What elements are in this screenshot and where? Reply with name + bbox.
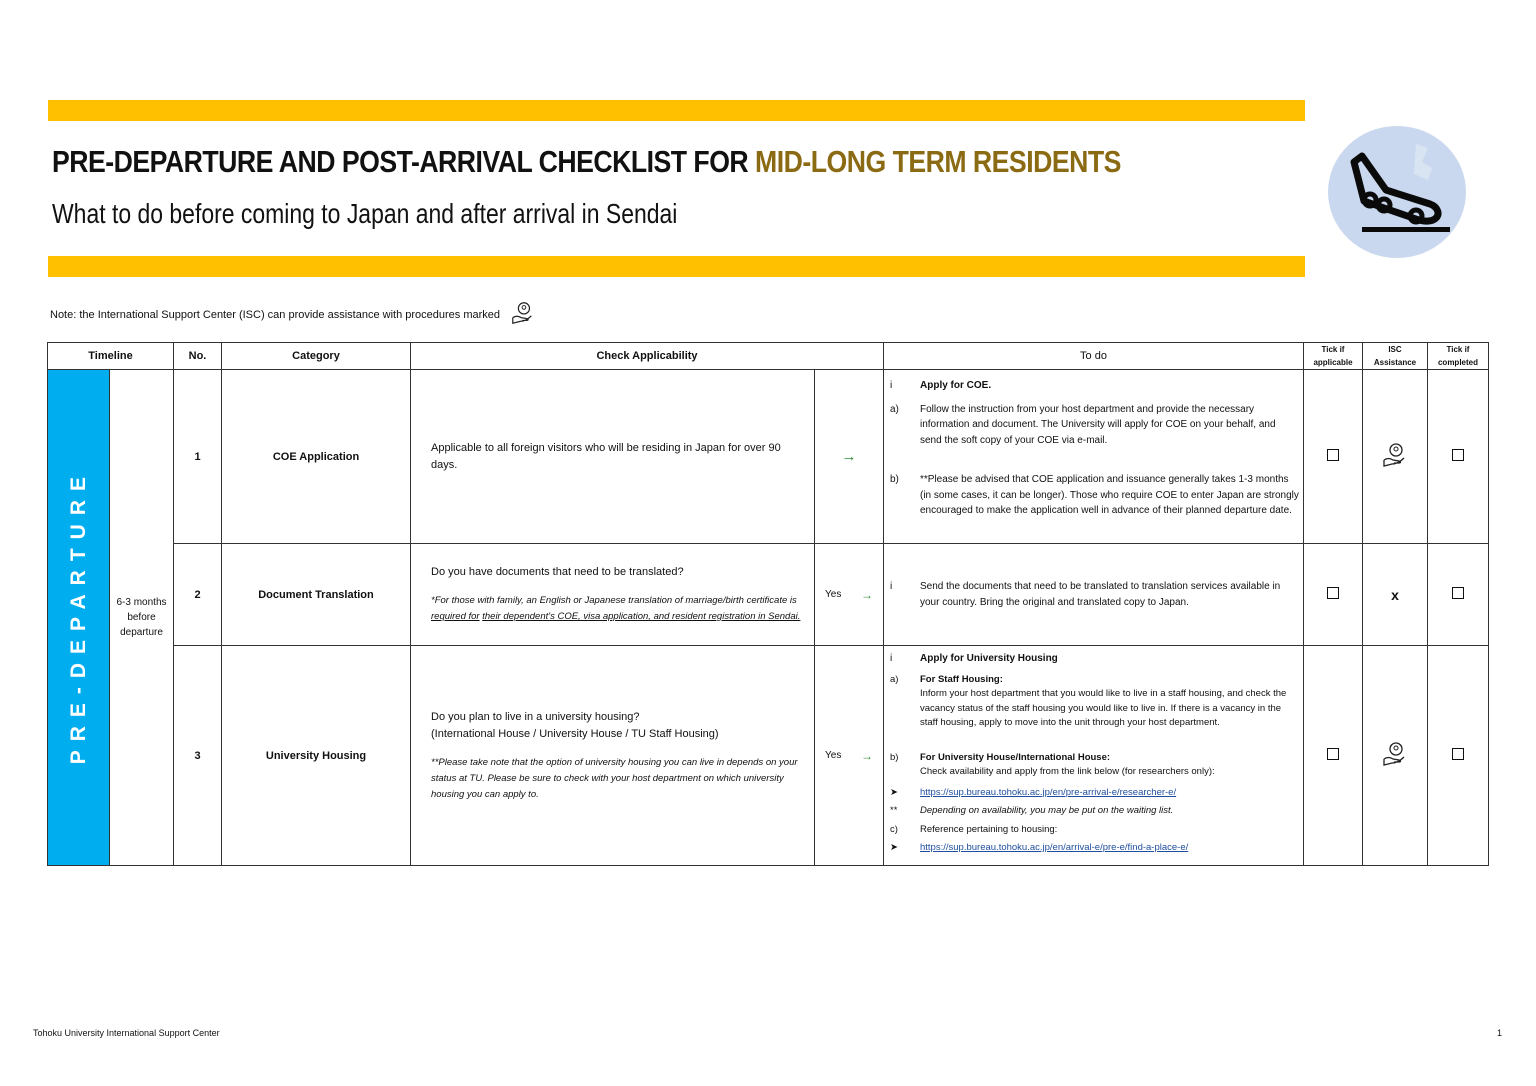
- hand-icon: [1381, 740, 1409, 768]
- todo-cell: i Apply for University Housing a) For Staff Housing: Inform your host department that you would like to live in a staff housing, and check the vacancy status of the staff housing you would like to live in. If there is a vacancy in the staff housing, apply to move into the unit through your host department. b) For University House/International House: Check availability and apply from the link below (for researchers only): ➤ https://sup.bureau.tohoku.ac.jp/en/pre-arrival-e/researcher-e/ ** Depending on availability, you may be put on the waiting list. c) Reference pertaining to housing: ➤ https://sup.bureau.tohoku.ac.jp/en/arrival-e/pre-e/find-a-place-e/: [884, 646, 1304, 866]
- header-tick-applicable: Tick if applicable: [1304, 343, 1363, 370]
- timeline-cell: 6-3 months before departure: [110, 370, 174, 866]
- phase-label: PRE-DEPARTURE: [48, 370, 110, 866]
- header-check-applicability: Check Applicability: [411, 343, 884, 370]
- table-row: [48, 370, 1489, 544]
- applicability-text: Do you have documents that need to be translated? *For those with family, an English or Japanese translation of marriage/birth certificate is required for their dependent's COE, visa application, and resident registration in Sendai.: [411, 544, 815, 646]
- row-number: 1: [174, 370, 222, 544]
- page-title: PRE-DEPARTURE AND POST-ARRIVAL CHECKLIST FOR MID-LONG TERM RESIDENTS: [52, 144, 1121, 179]
- isc-assistance-cell: x: [1363, 544, 1428, 646]
- todo-cell: i Apply for COE. a) Follow the instruction from your host department and provide the necessary information and document. The University will apply for COE on your behalf, and send the soft copy of your COE via e-mail. b) **Please be advised that COE application and issuance generally takes 1-3 months (in some cases, it can be longer). Those who require COE to enter Japan are strongly encouraged to make the application well in advance of their planned departure date.: [884, 370, 1304, 544]
- header-isc-assistance: ISC Assistance: [1363, 343, 1428, 370]
- row-number: 2: [174, 544, 222, 646]
- tick-completed-checkbox[interactable]: [1428, 370, 1489, 544]
- header-tick-completed: Tick if completed: [1428, 343, 1489, 370]
- applicability-text: Do you plan to live in a university housing? (International House / University House / TU Staff Housing) **Please take note that the option of university housing you can live in depends on your status at TU. Please be sure to check with your host department on which university housing you can apply to.: [411, 646, 815, 866]
- header-category: Category: [222, 343, 411, 370]
- header-no: No.: [174, 343, 222, 370]
- checklist-table: [47, 342, 1489, 866]
- table-header-row: [48, 343, 1489, 370]
- researcher-housing-link[interactable]: https://sup.bureau.tohoku.ac.jp/en/pre-arrival-e/researcher-e/: [920, 786, 1177, 798]
- isc-assistance-cell: [1363, 370, 1428, 544]
- page-number: 1: [1497, 1028, 1503, 1038]
- hand-icon: [510, 300, 536, 326]
- row-category: University Housing: [222, 646, 411, 866]
- arrow-cell: →: [815, 370, 884, 544]
- yes-arrow-cell: Yes →: [815, 544, 884, 646]
- tick-applicable-checkbox[interactable]: [1304, 370, 1363, 544]
- todo-cell: i Send the documents that need to be translated to translation services available in your country. Bring the original and translated copy to Japan.: [884, 544, 1304, 646]
- tick-completed-checkbox[interactable]: [1428, 544, 1489, 646]
- top-accent-bar: [48, 100, 1305, 121]
- tick-applicable-checkbox[interactable]: [1304, 646, 1363, 866]
- bottom-accent-bar: [48, 256, 1305, 277]
- row-category: Document Translation: [222, 544, 411, 646]
- header-todo: To do: [884, 343, 1304, 370]
- header-timeline: Timeline: [48, 343, 174, 370]
- find-a-place-link[interactable]: https://sup.bureau.tohoku.ac.jp/en/arrival-e/pre-e/find-a-place-e/: [920, 842, 1189, 853]
- footer-organization: Tohoku University International Support Center: [33, 1028, 220, 1038]
- isc-assistance-cell: [1363, 646, 1428, 866]
- airplane-landing-icon: [1328, 126, 1466, 258]
- table-row: [48, 646, 1489, 866]
- yes-arrow-cell: Yes →: [815, 646, 884, 866]
- tick-completed-checkbox[interactable]: [1428, 646, 1489, 866]
- table-row: [48, 544, 1489, 646]
- applicability-text: Applicable to all foreign visitors who will be residing in Japan for over 90 days.: [411, 370, 815, 544]
- hand-icon: [1381, 441, 1409, 469]
- page-subtitle: What to do before coming to Japan and after arrival in Sendai: [52, 198, 678, 229]
- row-number: 3: [174, 646, 222, 866]
- isc-note: Note: the International Support Center (ISC) can provide assistance with procedures marked: [50, 304, 536, 326]
- row-category: COE Application: [222, 370, 411, 544]
- tick-applicable-checkbox[interactable]: [1304, 544, 1363, 646]
